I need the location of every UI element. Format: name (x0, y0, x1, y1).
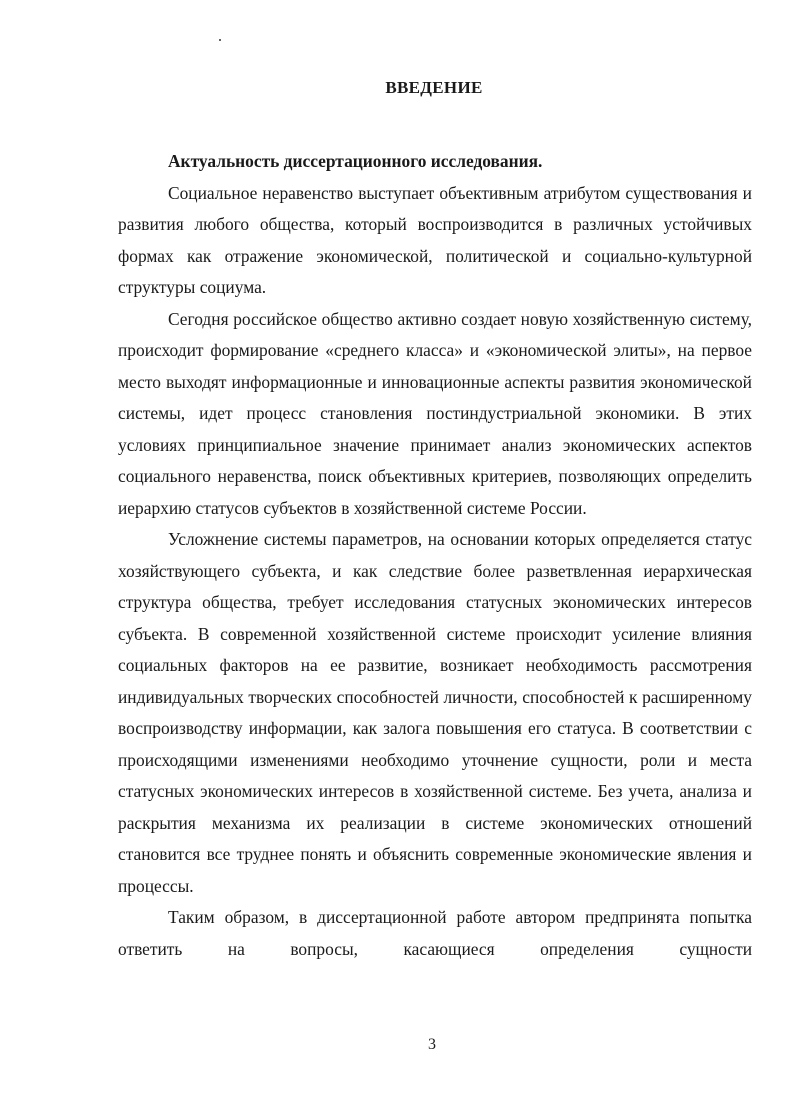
page-number: 3 (428, 1036, 436, 1053)
page-title: ВВЕДЕНИЕ (385, 78, 483, 97)
body-text (118, 146, 752, 965)
paragraph-4: Таким образом, в диссертационной работе автором предпринята попытка ответить на вопросы, касающиеся определения сущности (118, 907, 752, 959)
scan-speck (219, 39, 221, 41)
paragraph-1: Социальное неравенство выступает объективным атрибутом существования и развития любого общества, который воспроизводится в различных устойчивых формах как отражение экономической, политической и социально-культурной структуры социума. (118, 182, 752, 297)
paragraph-3: Усложнение системы параметров, на основании которых определяется статус хозяйствующего субъекта, и как следствие более разветвленная иерархическая структура общества, требует исследования статусных экономических интересов субъекта. В современной хозяйственной системе происходит усиление влияния социальных факторов на ее развитие, возникает необходимость рассмотрения индивидуальных творческих способностей личности, способностей к расширенному воспроизводству информации, как залога повышения его статуса. В соответствии с происходящими изменениями необходимо уточнение сущности, роли и места статусных экономических интересов в хозяйственной системе. Без учета, анализа и раскрытия механизма их реализации в системе экономических отношений становится все труднее понять и объяснить современные экономические явления и процессы. (118, 529, 752, 896)
paragraph-2: Сегодня российское общество активно создает новую хозяйственную систему, происходит формирование «среднего класса» и «экономической элиты», на первое место выходят информационные и инновационные аспекты развития экономической системы, идет процесс становления постиндустриальной экономики. В этих условиях принципиальное значение принимает анализ экономических аспектов социального неравенства, поиск объективных критериев, позволяющих определить иерархию статусов субъектов в хозяйственной системе России. (118, 308, 752, 518)
section-heading: Актуальность диссертационного исследования. (168, 151, 543, 171)
